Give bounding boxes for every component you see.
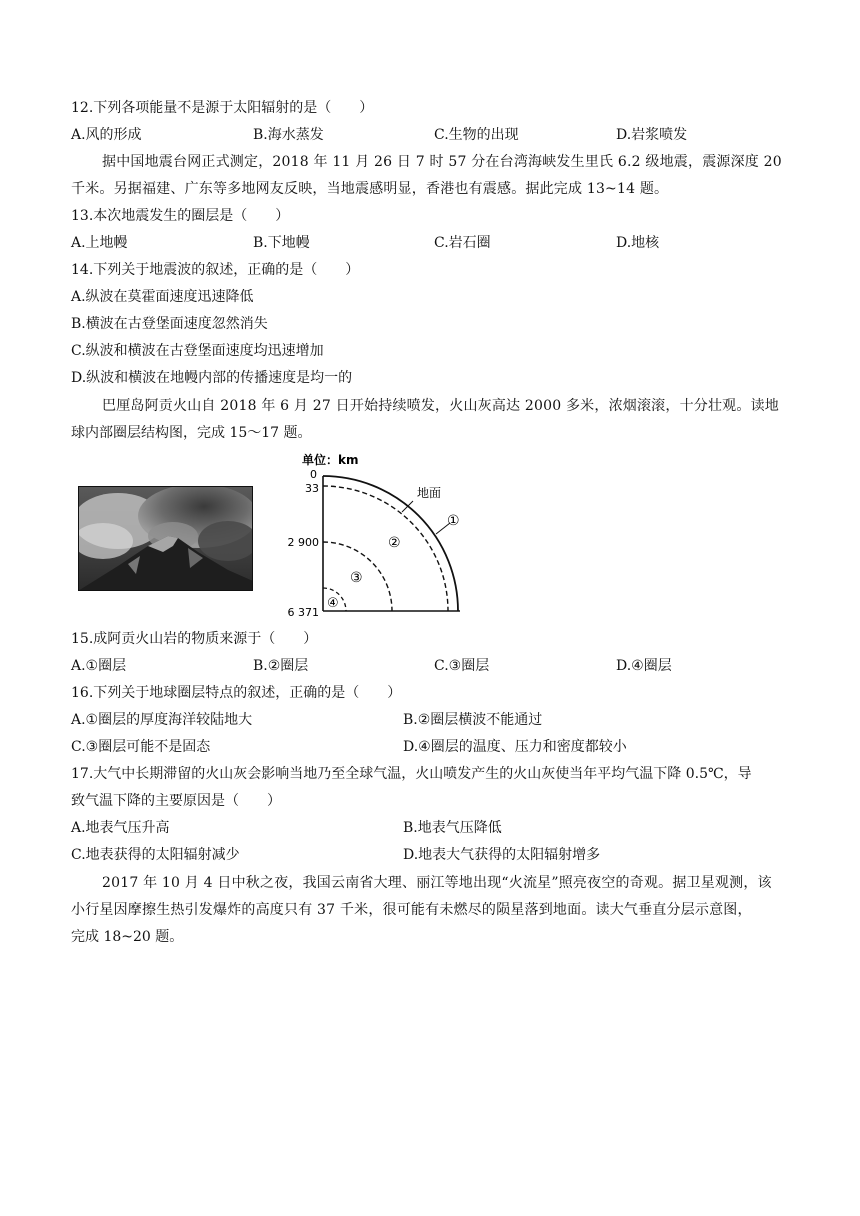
q16-option-b: B.②圈层横波不能通过 bbox=[403, 712, 543, 728]
passage3-line3: 完成 18~20 题。 bbox=[71, 929, 184, 945]
q17-option-a: A.地表气压升高 bbox=[71, 820, 170, 836]
passage3-line1: 2017 年 10 月 4 日中秋之夜，我国云南省大理、丽江等地出现“火流星”照亮夜空的奇观。据卫星观测，该 bbox=[102, 875, 772, 891]
q17-stem-line1: 17.大气中长期滞留的火山灰会影响当地乃至全球气温，火山喷发产生的火山灰使当年平均气温下降 0.5℃，导 bbox=[71, 766, 752, 782]
q13-stem: 13.本次地震发生的圈层是（ ） bbox=[71, 208, 290, 224]
q16-option-a: A.①圈层的厚度海洋较陆地大 bbox=[71, 712, 253, 728]
q14-option-d: D.纵波和横波在地幔内部的传播速度是均一的 bbox=[71, 370, 353, 386]
q15-option-a: A.①圈层 bbox=[71, 658, 127, 674]
passage2-line2: 球内部圈层结构图，完成 15～17 题。 bbox=[71, 425, 312, 441]
tick-2900: 2 900 bbox=[287, 536, 319, 549]
q14-option-b: B.横波在古登堡面速度忽然消失 bbox=[71, 316, 268, 332]
q16-stem: 16.下列关于地球圈层特点的叙述，正确的是（ ） bbox=[71, 685, 402, 701]
q14-stem: 14.下列关于地震波的叙述，正确的是（ ） bbox=[71, 262, 360, 278]
q13-option-d: D.地核 bbox=[616, 235, 660, 251]
tick-33: 33 bbox=[305, 482, 319, 495]
q17-stem-line2: 致气温下降的主要原因是（ ） bbox=[71, 793, 281, 809]
q12-option-a: A.风的形成 bbox=[71, 127, 142, 143]
q16-option-c: C.③圈层可能不是固态 bbox=[71, 739, 211, 755]
layer-label-4: ④ bbox=[327, 596, 339, 611]
q12-stem: 12.下列各项能量不是源于太阳辐射的是（ ） bbox=[71, 100, 374, 116]
q13-option-a: A.上地幔 bbox=[71, 235, 128, 251]
volcano-photo bbox=[78, 486, 253, 591]
q16-option-d: D.④圈层的温度、压力和密度都较小 bbox=[403, 739, 627, 755]
layer-label-2: ② bbox=[388, 535, 401, 551]
q14-option-c: C.纵波和横波在古登堡面速度均迅速增加 bbox=[71, 343, 324, 359]
q17-option-b: B.地表气压降低 bbox=[403, 820, 502, 836]
tick-6371: 6 371 bbox=[287, 606, 319, 619]
moho-arc bbox=[323, 486, 448, 611]
passage1-line2: 千米。另据福建、广东等多地网友反映，当地震感明显，香港也有震感。据此完成 13~14 题。 bbox=[71, 181, 669, 197]
q15-stem: 15.成阿贡火山岩的物质来源于（ ） bbox=[71, 631, 318, 647]
layer-label-3: ③ bbox=[350, 570, 363, 586]
q17-option-c: C.地表获得的太阳辐射减少 bbox=[71, 847, 240, 863]
earth-layers-diagram bbox=[282, 452, 472, 624]
q12-option-b: B.海水蒸发 bbox=[253, 127, 324, 143]
q15-option-c: C.③圈层 bbox=[434, 658, 490, 674]
unit-label: 单位：km bbox=[302, 453, 359, 467]
q12-option-c: C.生物的出现 bbox=[434, 127, 519, 143]
q13-option-c: C.岩石圈 bbox=[434, 235, 491, 251]
layer-label-1: ① bbox=[447, 513, 460, 529]
q15-option-d: D.④圈层 bbox=[616, 658, 672, 674]
q15-option-b: B.②圈层 bbox=[253, 658, 309, 674]
q13-option-b: B.下地幔 bbox=[253, 235, 310, 251]
q14-option-a: A.纵波在莫霍面速度迅速降低 bbox=[71, 289, 254, 305]
passage3-line2: 小行星因摩擦生热引发爆炸的高度只有 37 千米，很可能有未燃尽的陨星落到地面。读大气垂直分层示意图， bbox=[71, 902, 752, 918]
passage1-line1: 据中国地震台网正式测定，2018 年 11 月 26 日 7 时 57 分在台湾海峡发生里氏 6.2 级地震，震源深度 20 bbox=[102, 154, 782, 170]
tick-0: 0 bbox=[310, 468, 317, 481]
passage2-line1: 巴厘岛阿贡火山自 2018 年 6 月 27 日开始持续喷发，火山灰高达 2000 多米，浓烟滚滚，十分壮观。读地 bbox=[102, 398, 779, 414]
surface-label: 地面 bbox=[417, 486, 442, 500]
q17-option-d: D.地表大气获得的太阳辐射增多 bbox=[403, 847, 601, 863]
q12-option-d: D.岩浆喷发 bbox=[616, 127, 688, 143]
